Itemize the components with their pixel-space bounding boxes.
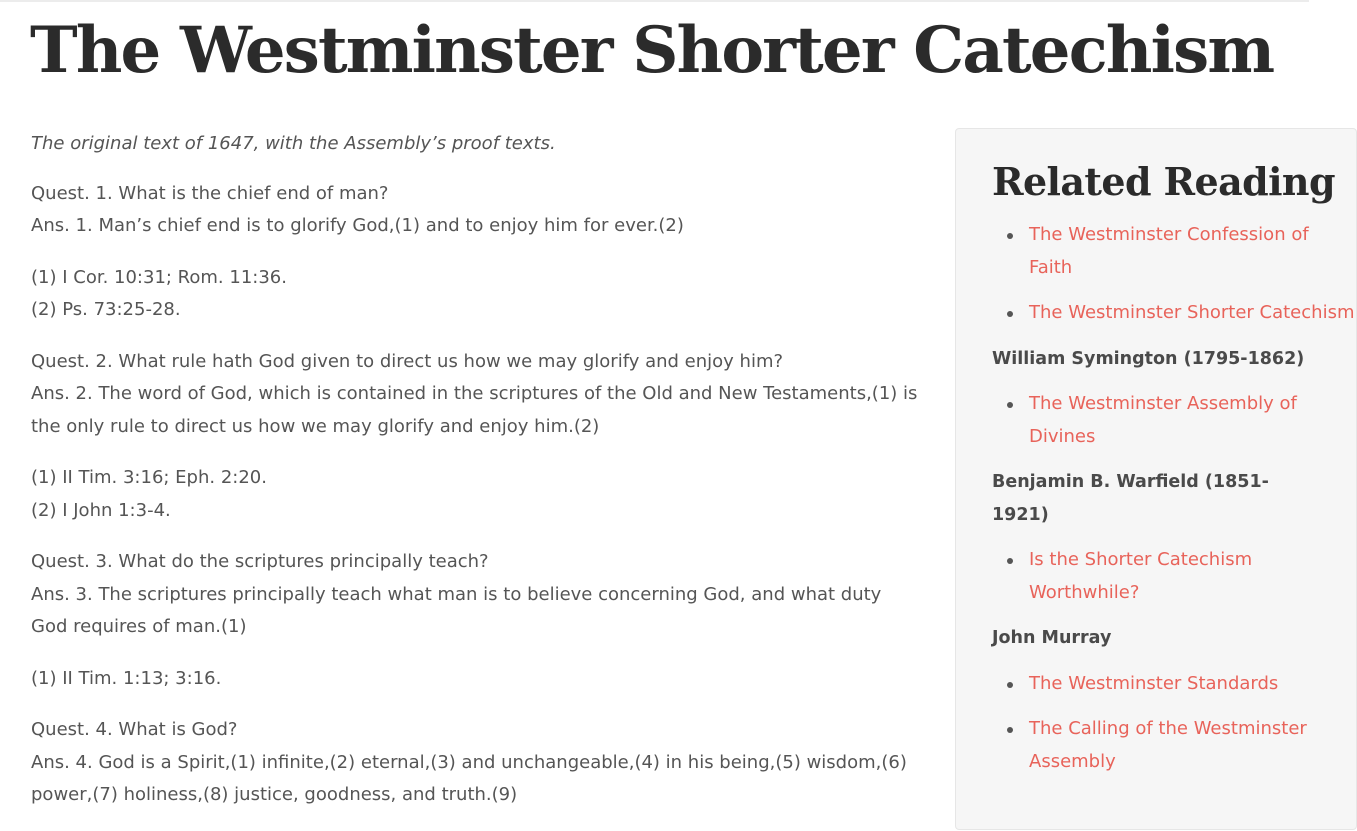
question-block — [31, 346, 921, 444]
answer-text: Ans. 3. The scriptures principally teach what man is to believe concerning God, and what duty God requires of man.(1) — [31, 583, 882, 637]
question-block — [31, 546, 921, 644]
list-item — [1029, 713, 1312, 778]
proof-text: (1) II Tim. 1:13; 3:16. — [31, 667, 222, 689]
westminster-standards-link[interactable]: The Westminster Standards — [1029, 672, 1279, 694]
page-title: The Westminster Shorter Catechism — [30, 13, 1274, 88]
link-list — [992, 388, 1312, 453]
list-item — [1029, 297, 1355, 330]
top-border — [0, 0, 1309, 2]
proof-text: (1) II Tim. 3:16; Eph. 2:20. — [31, 467, 267, 488]
question-block — [31, 714, 921, 812]
catechism-content — [31, 128, 921, 831]
proof-texts — [31, 462, 921, 527]
shorter-catechism-link[interactable]: The Westminster Shorter Catechism — [1029, 302, 1355, 323]
catechism-worthwhile-link[interactable]: Is the Shorter Catechism Worthwhile? — [1029, 549, 1253, 603]
author-name: John Murray — [992, 628, 1112, 648]
question-text: Quest. 3. What do the scriptures principally teach? — [31, 551, 489, 572]
sidebar-body — [992, 219, 1355, 791]
list-item — [1029, 388, 1312, 453]
link-list — [992, 544, 1312, 609]
question-block — [31, 178, 921, 243]
related-reading-sidebar — [955, 128, 1357, 830]
sidebar-heading: Related Reading — [992, 159, 1335, 204]
author-name: William Symington (1795-1862) — [992, 348, 1305, 369]
answer-text: Ans. 2. The word of God, which is contained in the scriptures of the Old and New Testaments,(1) is the only rule to direct us how we may glorify and enjoy him.(2) — [31, 383, 918, 437]
intro-text: The original text of 1647, with the Assembly’s proof texts. — [31, 133, 556, 154]
answer-text: Ans. 4. God is a Spirit,(1) infinite,(2) eternal,(3) and unchangeable,(4) in his being,(5) wisdom,(6) power,(7) holiness,(8) justice, goodness, and truth.(9) — [31, 751, 907, 805]
list-item — [1029, 219, 1312, 284]
link-list — [992, 219, 1355, 330]
calling-of-assembly-link[interactable]: The Calling of the Westminster Assembly — [1029, 718, 1307, 772]
confession-of-faith-link[interactable]: The Westminster Confession of Faith — [1029, 224, 1309, 278]
proof-text: (2) I John 1:3-4. — [31, 499, 171, 521]
assembly-of-divines-link[interactable]: The Westminster Assembly of Divines — [1029, 393, 1297, 447]
proof-text: (2) Ps. 73:25-28. — [31, 299, 181, 320]
list-item — [1029, 668, 1312, 701]
question-text: Quest. 4. What is God? — [31, 719, 238, 740]
author-name: Benjamin B. Warfield (1851-1921) — [992, 472, 1269, 525]
proof-texts — [31, 262, 921, 327]
list-item — [1029, 544, 1312, 609]
link-list — [992, 668, 1312, 779]
proof-text: (1) I Cor. 10:31; Rom. 11:36. — [31, 266, 287, 288]
answer-text: Ans. 1. Man’s chief end is to glorify God,(1) and to enjoy him for ever.(2) — [31, 215, 684, 236]
question-text: Quest. 1. What is the chief end of man? — [31, 182, 389, 204]
proof-texts — [31, 663, 921, 696]
question-text: Quest. 2. What rule hath God given to direct us how we may glorify and enjoy him? — [31, 350, 784, 372]
